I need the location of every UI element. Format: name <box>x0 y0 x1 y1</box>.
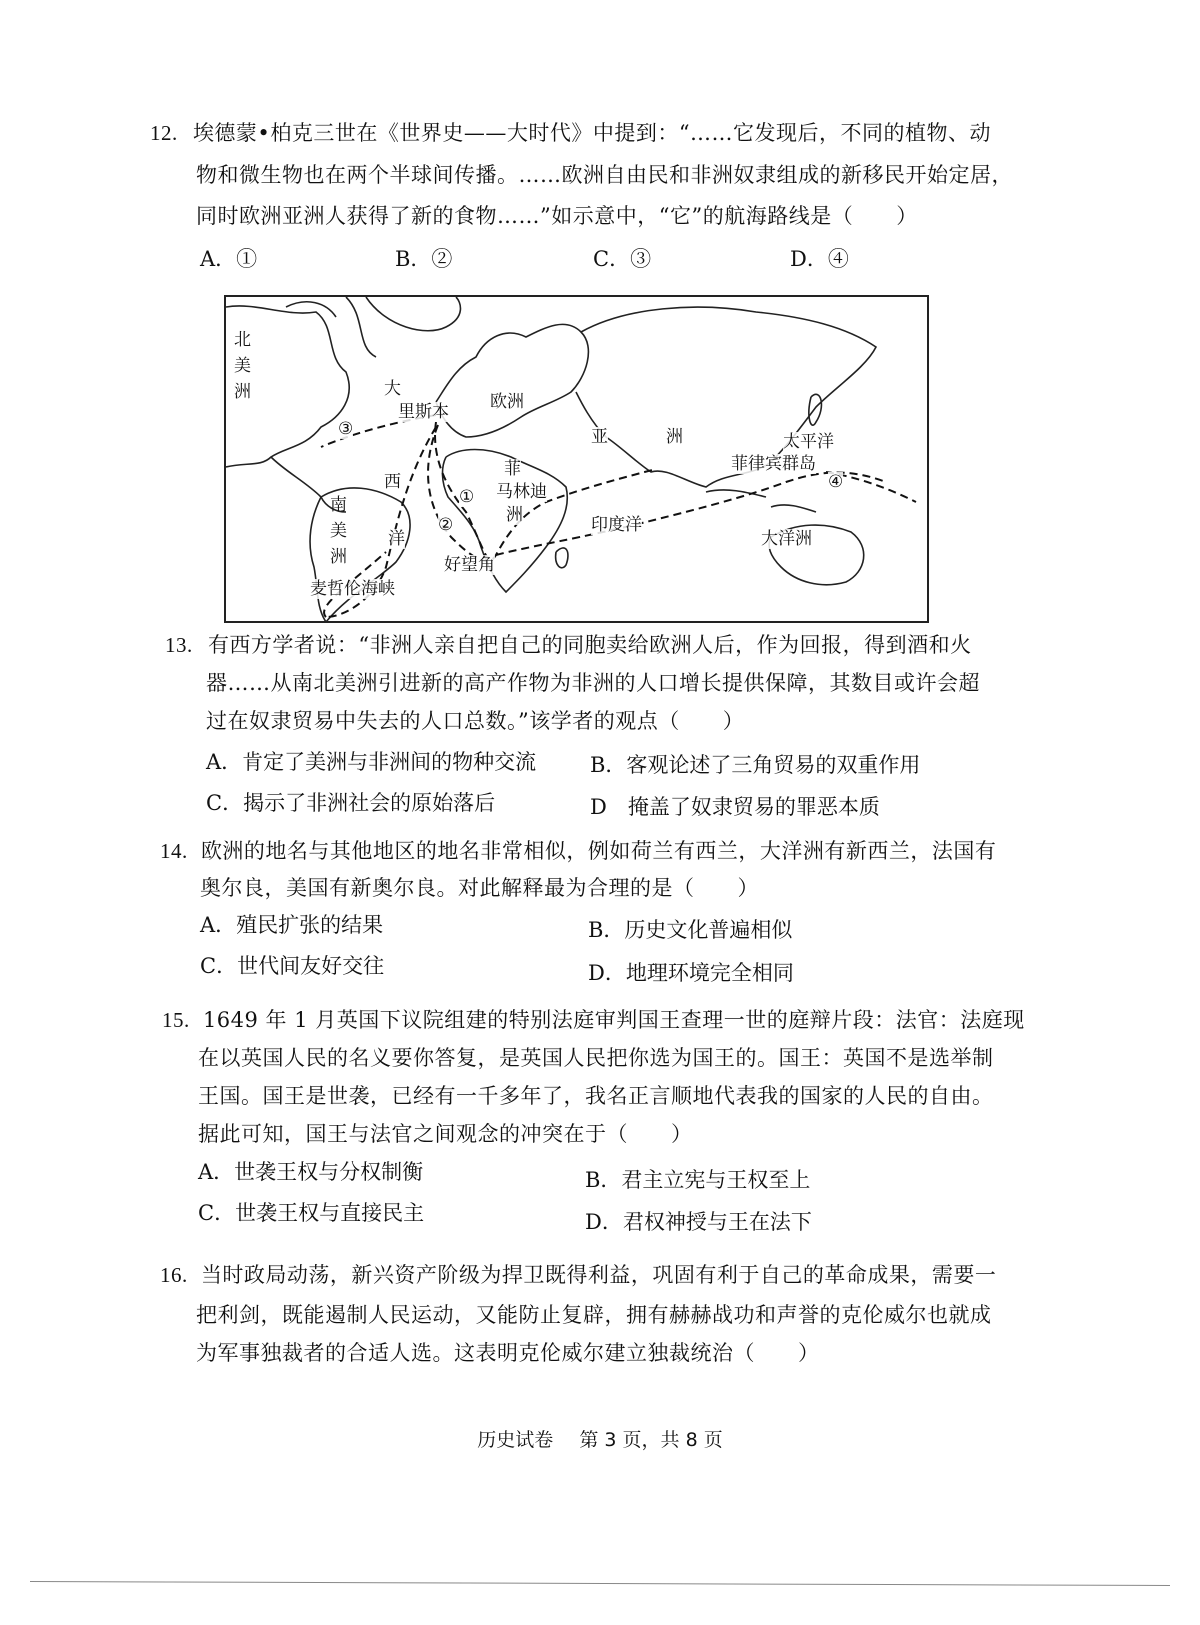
question-number: 15. <box>162 1008 190 1032</box>
option-a: A．殖民扩张的结果 <box>200 913 384 937</box>
question-number: 14. <box>160 839 188 863</box>
question-text-line: 有西方学者说：“非洲人亲自把自己的同胞卖给欧洲人后，作为回报，得到酒和火 <box>207 633 972 657</box>
option-d: D．君权神授与王在法下 <box>585 1210 812 1234</box>
question-number: 13. <box>165 633 193 657</box>
option-d: D 掩盖了奴隶贸易的罪恶本质 <box>590 795 880 819</box>
question-text-line: 把利剑，既能遏制人民运动，又能防止复辟，拥有赫赫战功和声誉的克伦威尔也就成 <box>196 1303 992 1327</box>
question-text-line: 奥尔良，美国有新奥尔良。对此解释最为合理的是（ ） <box>200 876 759 900</box>
option-d: D．地理环境完全相同 <box>588 961 794 985</box>
question-text-line: 欧洲的地名与其他地区的地名非常相似，例如荷兰有西兰，大洋洲有新西兰，法国有 <box>200 839 997 863</box>
option-a: A．世袭王权与分权制衡 <box>198 1160 424 1184</box>
question-text-line: 王国。国王是世袭，已经有一千多年了，我名正言顺地代表我的国家的人民的自由。 <box>198 1084 994 1108</box>
map-label-north-america: 北美洲 <box>234 330 251 402</box>
question-text-line: 过在奴隶贸易中失去的人口总数。”该学者的观点（ ） <box>206 709 745 733</box>
question-text-line: 物和微生物也在两个半球间传播。……欧洲自由民和非洲奴隶组成的新移民开始定居， <box>196 163 1013 187</box>
map-route-marker-4: ④ <box>828 472 844 492</box>
map-label-africa: 洲 <box>506 505 523 525</box>
option-c: C．揭示了非洲社会的原始落后 <box>206 791 496 815</box>
map-label-malindi: 马林迪 <box>496 482 547 502</box>
map-label-asia: 洲 <box>666 427 683 447</box>
option-c: C．③ <box>593 247 652 271</box>
option-b: B．客观论述了三角贸易的双重作用 <box>590 753 921 777</box>
map-label-philippines: 菲律宾群岛 <box>731 454 816 474</box>
option-b: B．君主立宪与王权至上 <box>585 1168 811 1192</box>
map-label-south-america: 南美洲 <box>330 495 347 567</box>
map-label-lisbon: 里斯本 <box>398 402 449 422</box>
question-text-line: 同时欧洲亚洲人获得了新的食物……”如示意中，“它”的航海路线是（ ） <box>196 204 918 228</box>
map-label-africa: 菲 <box>504 459 521 479</box>
map-label-pacific: 太平洋 <box>783 432 834 452</box>
question-text-line: 1649 年 1 月英国下议院组建的特别法庭审判国王查理一世的庭辩片段：法官：法庭现 <box>202 1008 1025 1032</box>
map-route-marker-3: ③ <box>338 419 354 439</box>
map-label-magellan: 麦哲伦海峡 <box>310 579 395 599</box>
footer-subject: 历史试卷 <box>477 1429 554 1451</box>
option-d: D．④ <box>790 247 849 271</box>
map-route-marker-1: ① <box>459 487 475 507</box>
map-label-atlantic: 洋 <box>388 529 405 549</box>
option-c: C．世袭王权与直接民主 <box>198 1201 425 1225</box>
voyage-route-map <box>224 295 929 623</box>
map-label-asia: 亚 <box>591 427 608 447</box>
map-label-cape: 好望角 <box>444 555 495 575</box>
question-text-line: 当时政局动荡，新兴资产阶级为捍卫既得利益，巩固有利于自己的革命成果，需要一 <box>200 1263 997 1287</box>
map-label-europe: 欧洲 <box>490 392 524 412</box>
map-label-oceania: 大洋洲 <box>761 529 812 549</box>
question-text-line: 在以英国人民的名义要你答复，是英国人民把你选为国王的。国王：英国不是选举制 <box>198 1046 994 1070</box>
option-a: A．① <box>200 247 258 271</box>
option-c: C．世代间友好交往 <box>200 954 385 978</box>
option-b: B．② <box>395 247 453 271</box>
map-route-marker-2: ② <box>438 515 454 535</box>
question-number: 16. <box>160 1263 188 1287</box>
question-text-line: 据此可知，国王与法官之间观念的冲突在于（ ） <box>198 1122 693 1146</box>
question-number: 12. <box>150 121 178 145</box>
scan-edge-line <box>30 1581 1170 1586</box>
world-map-graphic <box>226 297 929 623</box>
option-b: B．历史文化普遍相似 <box>588 918 793 942</box>
map-label-indian-ocean: 印度洋 <box>591 515 642 535</box>
question-text-line: 为军事独裁者的合适人选。这表明克伦威尔建立独裁统治（ ） <box>196 1341 820 1365</box>
question-text-line: 埃德蒙•柏克三世在《世界史——大时代》中提到：“……它发现后，不同的植物、动 <box>192 121 992 145</box>
footer-page-number: 第 3 页，共 8 页 <box>579 1429 723 1451</box>
question-text-line: 器……从南北美洲引进新的高产作物为非洲的人口增长提供保障，其数目或许会超 <box>206 671 980 695</box>
page-footer <box>0 1425 1200 1452</box>
option-a: A．肯定了美洲与非洲间的物种交流 <box>206 750 537 774</box>
map-label-atlantic: 大 <box>384 379 401 399</box>
map-label-atlantic: 西 <box>384 472 401 492</box>
